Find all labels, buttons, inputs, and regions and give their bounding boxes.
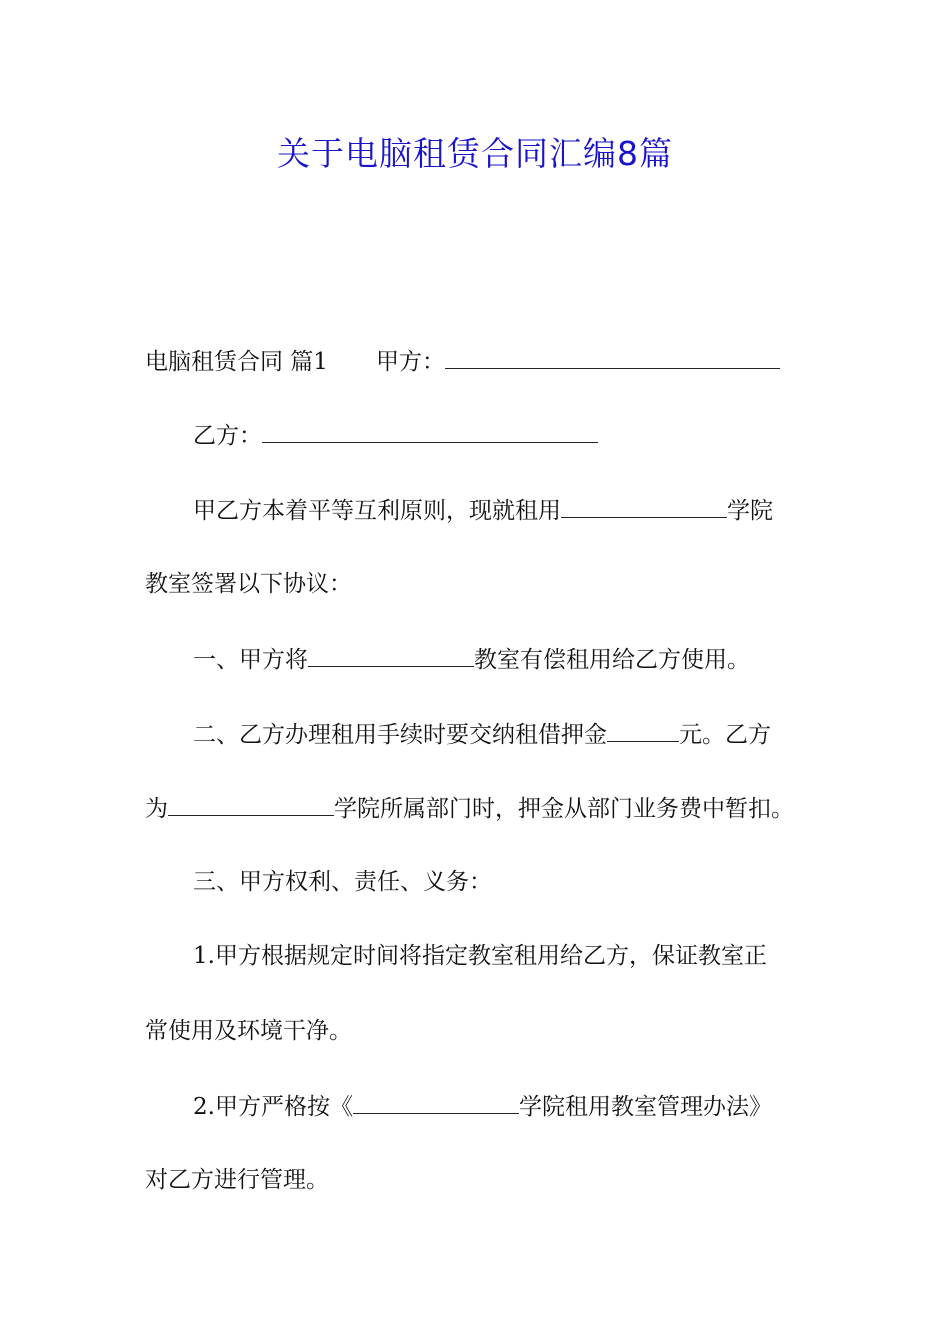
preamble-text-b: 学院	[727, 498, 773, 524]
party-b-blank	[262, 414, 598, 443]
clause-2-text-c: 为	[145, 796, 168, 822]
item-2-text-cont: 对乙方进行管理。	[145, 1167, 329, 1193]
preamble-text-a: 甲乙方本着平等互利原则，现就租用	[193, 498, 561, 524]
paragraph-item-1-cont	[145, 1011, 825, 1051]
preamble-text-c: 教室签署以下协议：	[145, 571, 352, 597]
clause-1-text-a: 一、甲方将	[193, 647, 308, 673]
clause-1-text-b: 教室有偿租用给乙方使用。	[474, 647, 750, 673]
item-1-text: 1.甲方根据规定时间将指定教室租用给乙方，保证教室正	[193, 943, 767, 969]
item-1-text-cont: 常使用及环境干净。	[145, 1018, 352, 1044]
paragraph-item-2-cont	[145, 1160, 825, 1200]
classroom-blank	[308, 638, 474, 667]
deposit-blank	[607, 713, 679, 742]
clause-2-text-a: 二、乙方办理租用手续时要交纳租借押金	[193, 722, 607, 748]
clause-2-text-b: 元。乙方	[679, 722, 771, 748]
paragraph-party-b	[145, 414, 873, 456]
paragraph-clause-1	[145, 638, 873, 680]
item-2-text-b: 学院租用教室管理办法》	[518, 1094, 772, 1120]
party-a-blank	[445, 340, 780, 369]
paragraph-clause-2-cont	[145, 787, 825, 829]
paragraph-item-1	[145, 936, 873, 976]
paragraph-clause-3	[145, 862, 873, 902]
regulation-college-blank	[353, 1085, 519, 1114]
party-b-label: 乙方：	[193, 423, 262, 449]
paragraph-item-2	[145, 1085, 873, 1127]
college-blank	[561, 489, 727, 518]
paragraph-contract-header	[145, 340, 825, 382]
paragraph-preamble	[145, 489, 873, 531]
department-college-blank	[168, 787, 334, 816]
clause-3-heading: 三、甲方权利、责任、义务：	[193, 869, 492, 895]
document-title: 关于电脑租赁合同汇编8篇	[277, 134, 673, 173]
party-a-label: 甲方：	[375, 349, 445, 375]
contract-label: 电脑租赁合同 篇1	[145, 349, 328, 375]
clause-2-text-d: 学院所属部门时，押金从部门业务费中暂扣。	[334, 796, 794, 822]
paragraph-clause-2	[145, 713, 873, 755]
item-2-text-a: 2.甲方严格按《	[193, 1094, 353, 1120]
paragraph-preamble-cont	[145, 564, 825, 604]
